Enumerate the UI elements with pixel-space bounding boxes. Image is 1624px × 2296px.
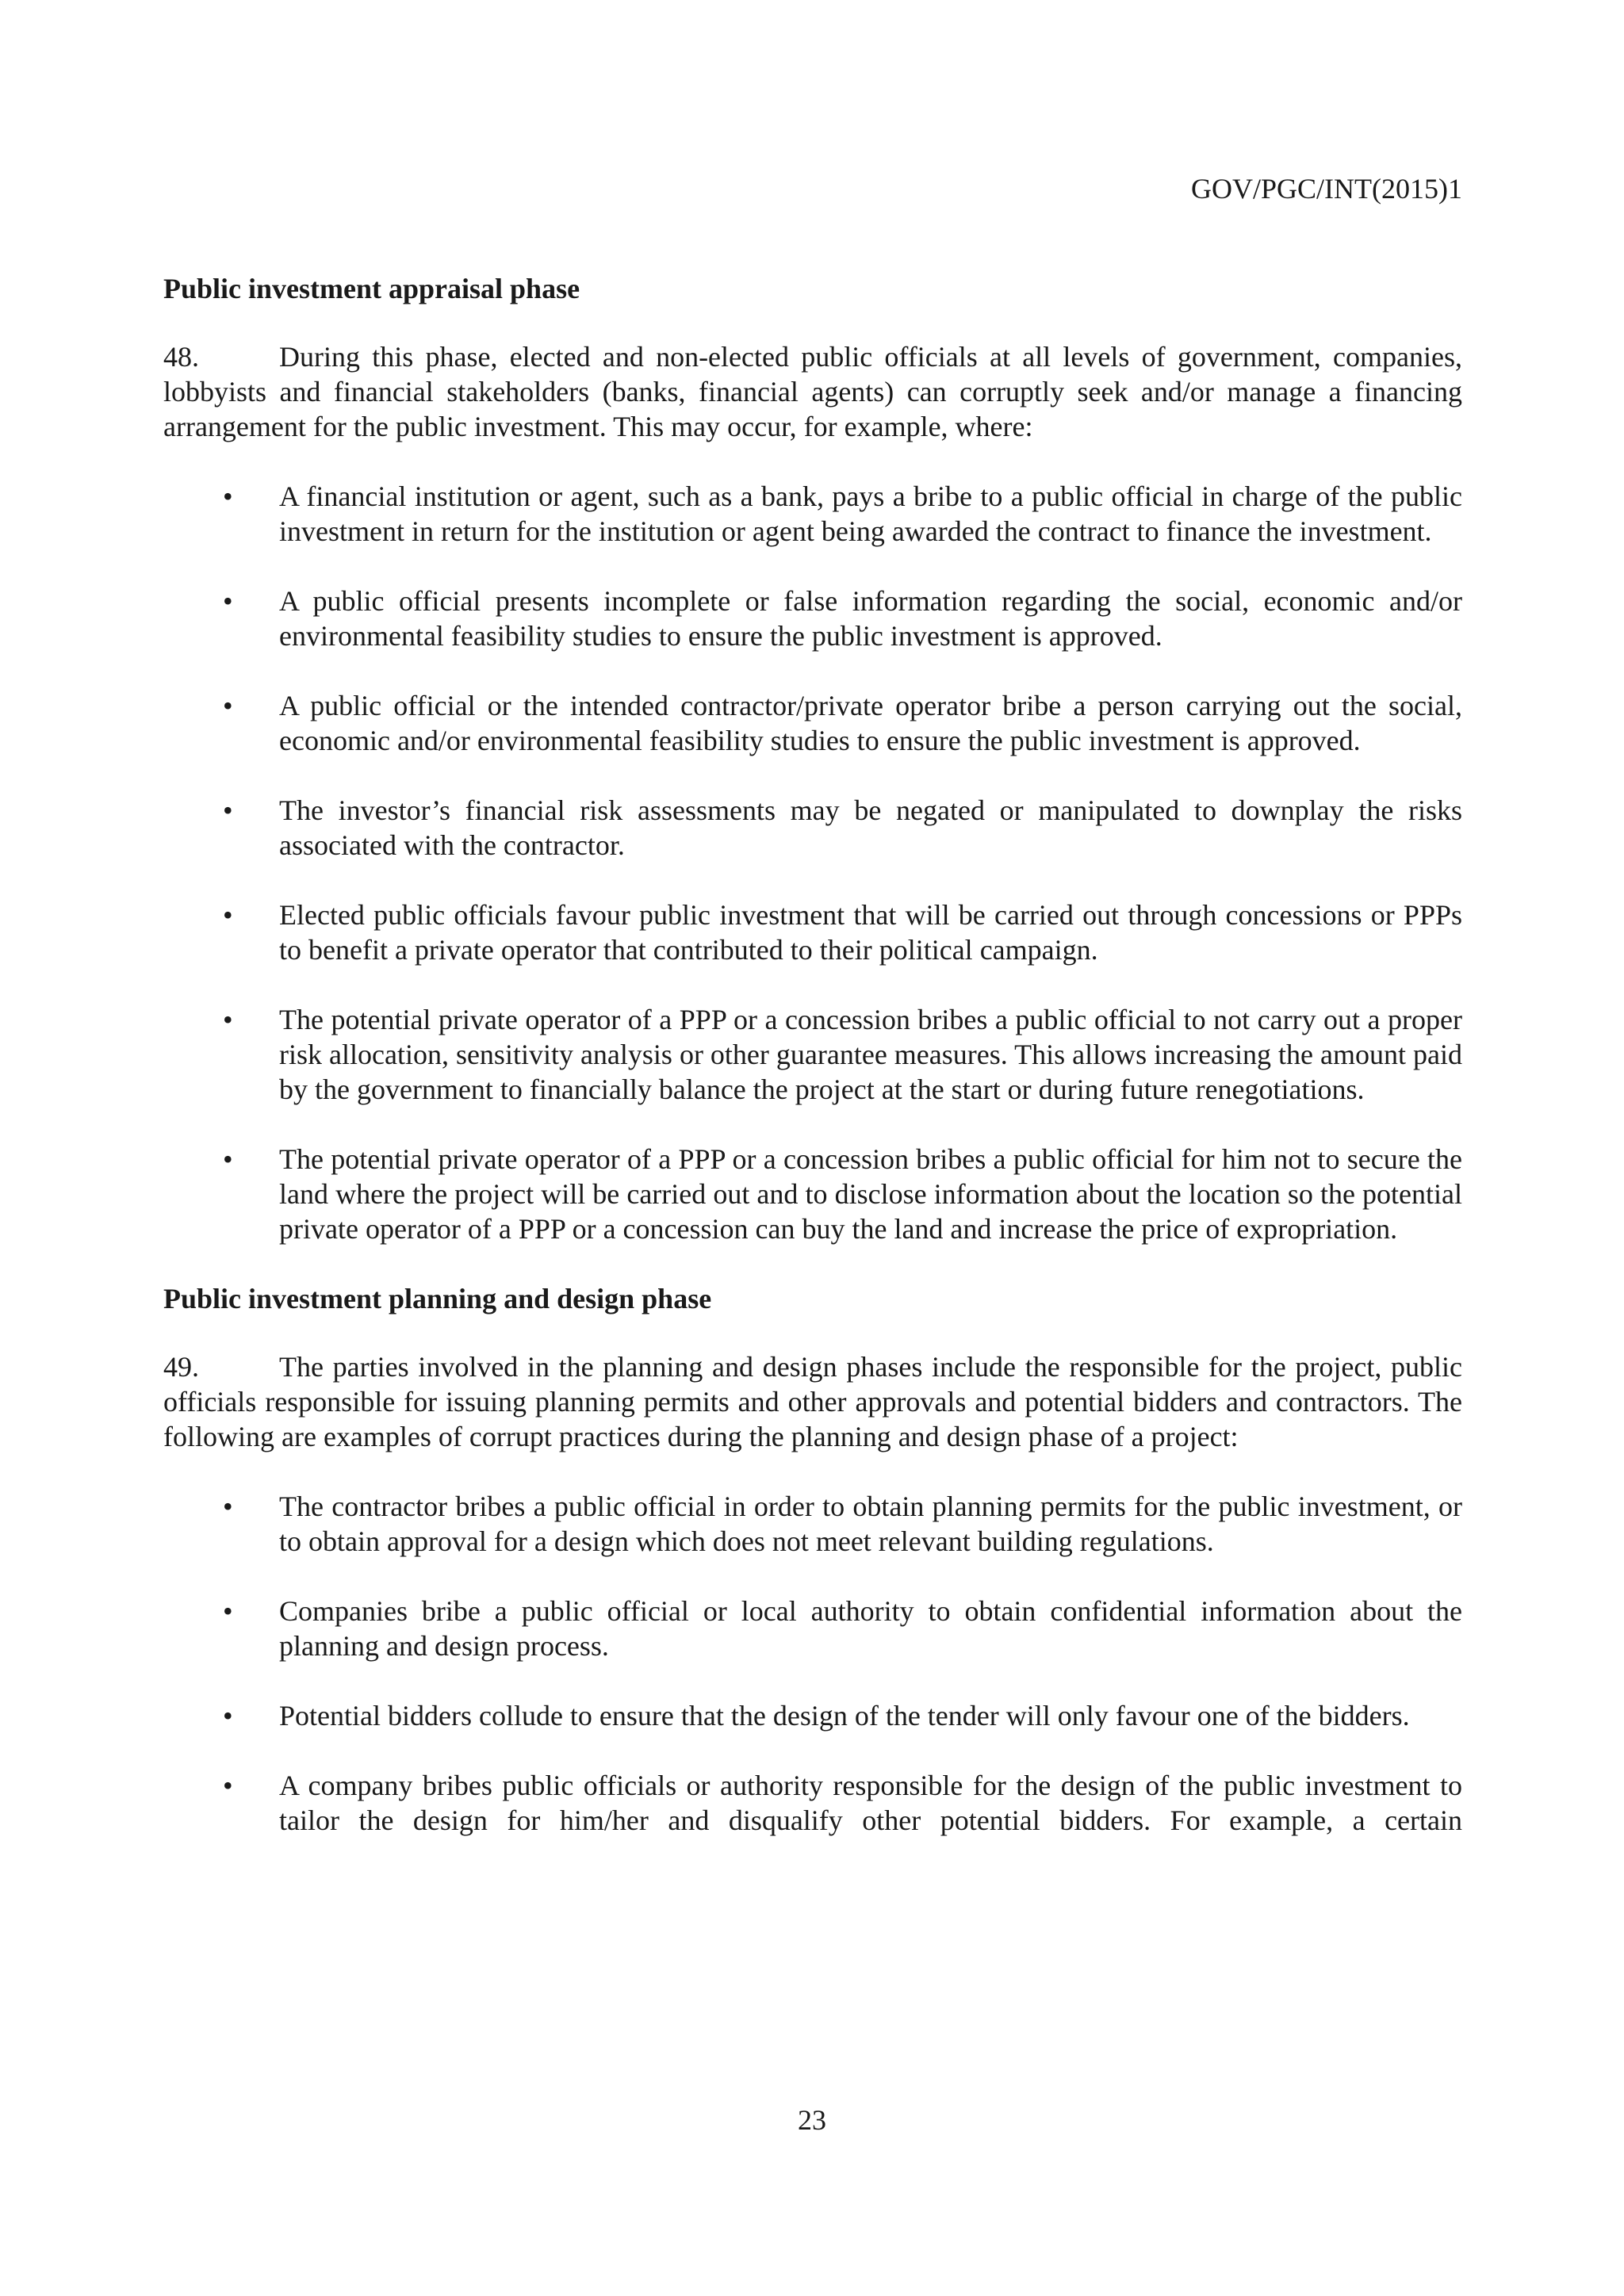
bullet-icon: • (223, 1595, 233, 1627)
bullet-icon: • (223, 480, 233, 512)
list-item-text: A financial institution or agent, such as a bank, pays a bribe to a public official in charge of the public investment in return for the institution or agent being awarded the contract to finance the investment. (279, 480, 1462, 547)
bullet-icon: • (223, 585, 233, 617)
bullet-icon: • (223, 1770, 233, 1801)
bullet-icon: • (223, 794, 233, 826)
list-item (163, 584, 1462, 653)
bullet-icon: • (223, 899, 233, 931)
list-item (163, 1489, 1462, 1559)
list-item (163, 793, 1462, 863)
list-item-text: Potential bidders collude to ensure that the design of the tender will only favour one of the bidders. (279, 1700, 1410, 1732)
paragraph-text: During this phase, elected and non-elected public officials at all levels of government, companies, lobbyists and financial stakeholders (banks, financial agents) can corruptly seek and/or manage a financing arrangement for the public investment. This may occur, for example, where: (163, 341, 1462, 442)
list-item-text: A company bribes public officials or authority responsible for the design of the public investment to tailor the design for him/her and disqualify other potential bidders. For example, a certain (279, 1770, 1462, 1836)
page-content (163, 271, 1462, 1838)
paragraph-49 (163, 1349, 1462, 1454)
list-item-text: A public official presents incomplete or false information regarding the social, economic and/or environmental feasibility studies to ensure the public investment is approved. (279, 585, 1462, 652)
list-item-text: Elected public officials favour public investment that will be carried out through concessions or PPPs to benefit a private operator that contributed to their political campaign. (279, 899, 1462, 966)
list-item (163, 1002, 1462, 1107)
list-item (163, 897, 1462, 967)
list-item-text: The potential private operator of a PPP or a concession bribes a public official to not carry out a proper risk allocation, sensitivity analysis or other guarantee measures. This allows increasing the amount paid by the government to financially balance the project at the start or during future renegotiations. (279, 1004, 1462, 1105)
paragraph-48 (163, 339, 1462, 444)
section-heading-planning: Public investment planning and design phase (163, 1283, 712, 1314)
paragraph-number: 49. (163, 1351, 199, 1383)
bullet-icon: • (223, 1700, 233, 1732)
bullet-list-appraisal (163, 479, 1462, 1246)
list-item (163, 1698, 1462, 1733)
list-item-text: A public official or the intended contractor/private operator bribe a person carrying out the social, economic and/or environmental feasibility studies to ensure the public investment is approved. (279, 690, 1462, 756)
section-heading-appraisal: Public investment appraisal phase (163, 273, 580, 304)
paragraph-number: 48. (163, 341, 199, 373)
bullet-icon: • (223, 1143, 233, 1175)
list-item-text: The investor’s financial risk assessments may be negated or manipulated to downplay the risks associated with the contractor. (279, 794, 1462, 861)
bullet-icon: • (223, 1490, 233, 1522)
bullet-icon: • (223, 1004, 233, 1035)
list-item-text: Companies bribe a public official or local authority to obtain confidential information about the planning and design process. (279, 1595, 1462, 1662)
list-item (163, 479, 1462, 549)
bullet-icon: • (223, 690, 233, 721)
page-number: 23 (798, 2104, 826, 2136)
document-reference: GOV/PGC/INT(2015)1 (1191, 173, 1462, 205)
paragraph-text: The parties involved in the planning and design phases include the responsible for the project, public officials responsible for issuing planning permits and other approvals and potential bidders and contractors. The following are examples of corrupt practices during the planning and design phase of a project: (163, 1351, 1462, 1452)
list-item-text: The potential private operator of a PPP or a concession bribes a public official for him not to secure the land where the project will be carried out and to disclose information about the location so the potential private operator of a PPP or a concession can buy the land and increase the price of expropriation. (279, 1143, 1462, 1245)
list-item (163, 688, 1462, 758)
list-item-text: The contractor bribes a public official in order to obtain planning permits for the public investment, or to obtain approval for a design which does not meet relevant building regulations. (279, 1490, 1462, 1557)
bullet-list-planning (163, 1489, 1462, 1838)
list-item (163, 1768, 1462, 1838)
list-item (163, 1142, 1462, 1246)
list-item (163, 1594, 1462, 1663)
